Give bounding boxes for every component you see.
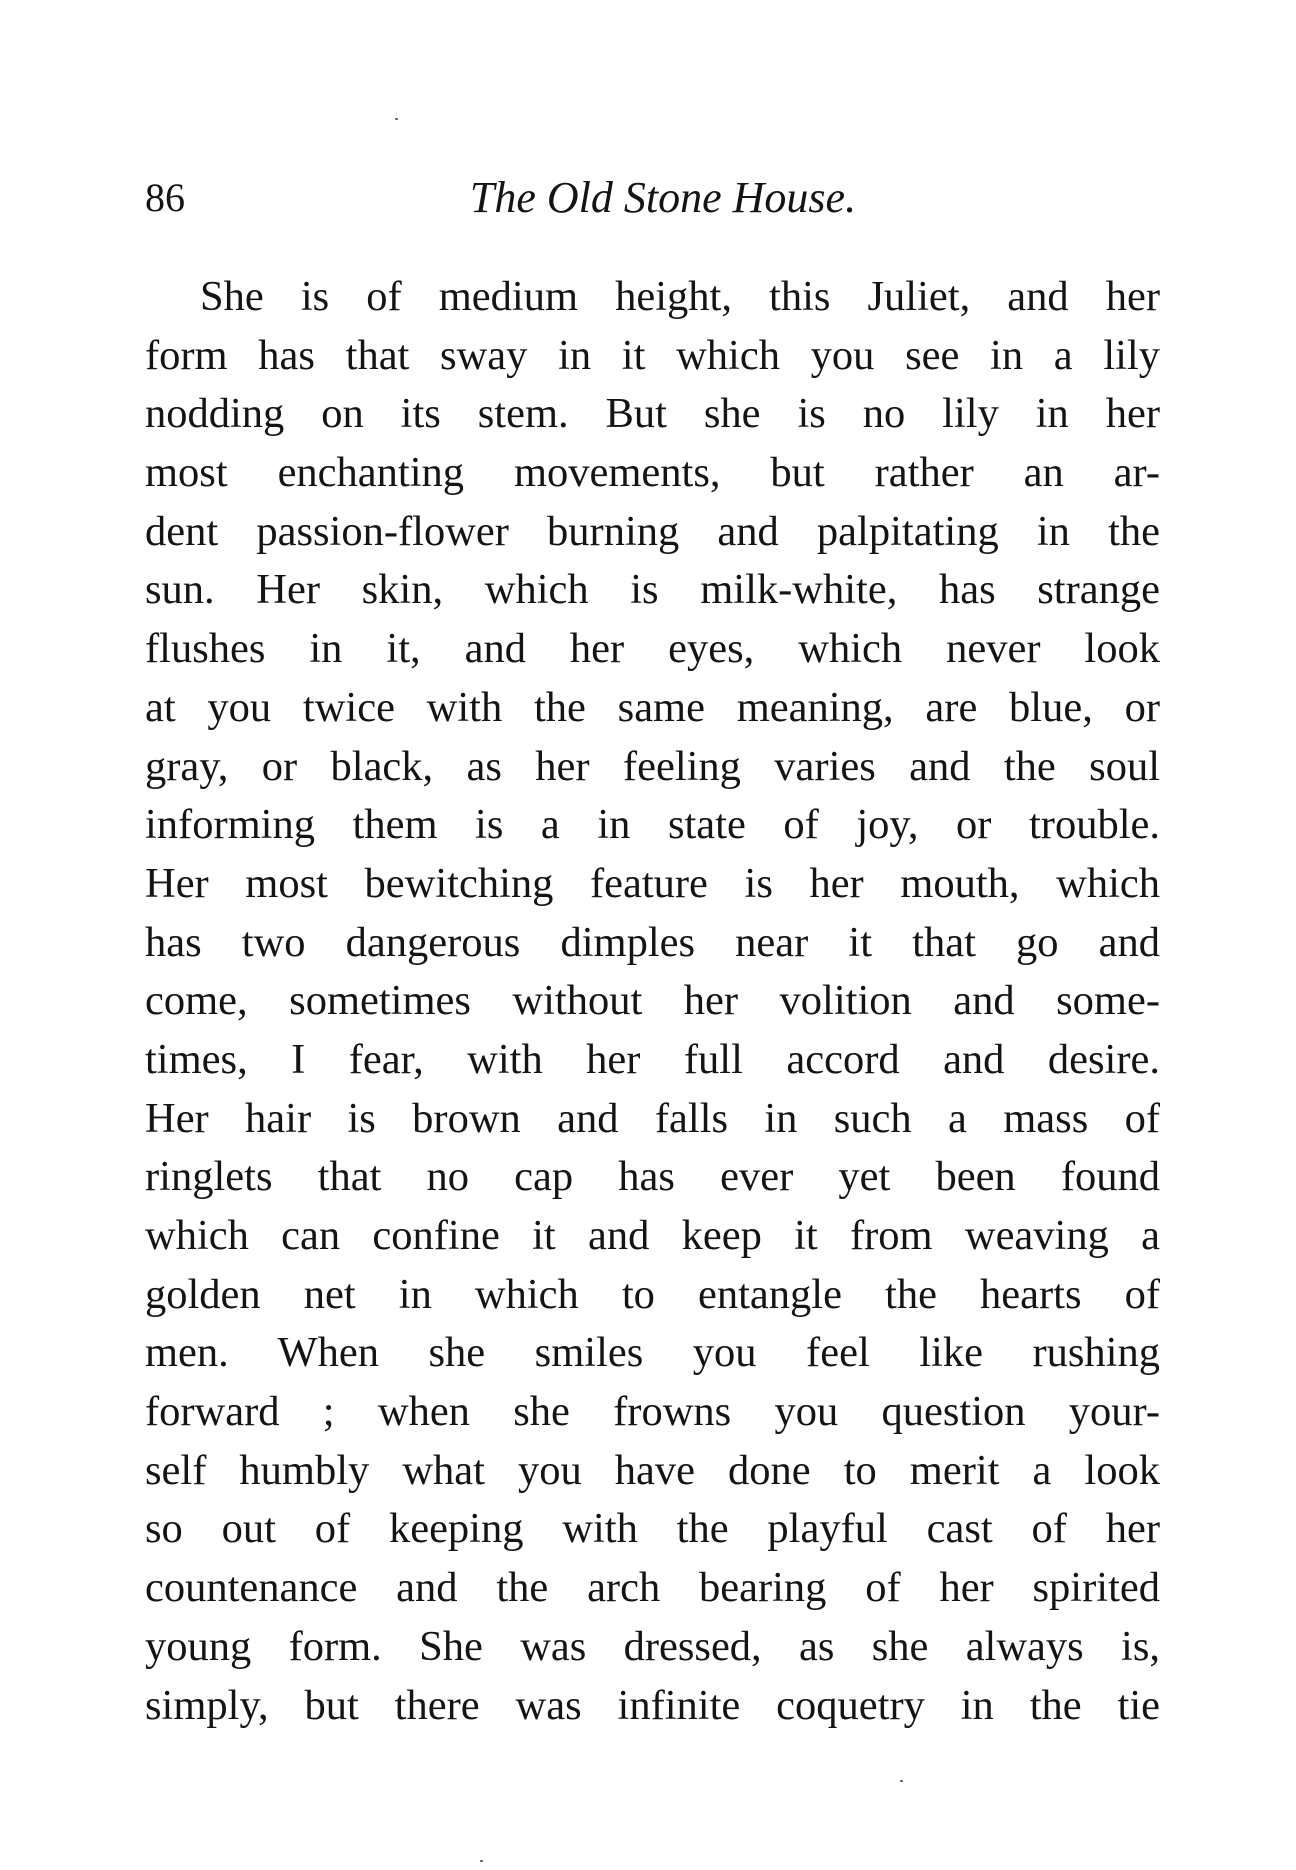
text-line: nodding on its stem. But she is no lily in her xyxy=(145,390,1160,438)
text-line: golden net in which to entangle the hearts of xyxy=(145,1270,1160,1318)
running-title: The Old Stone House. xyxy=(469,173,857,222)
running-head xyxy=(145,168,1157,228)
text-line: which can confine it and keep it from weaving a xyxy=(145,1212,1160,1259)
paper-speck xyxy=(480,1860,483,1862)
text-line: sun. Her skin, which is milk-white, has strange xyxy=(145,566,1160,614)
text-line: flushes in it, and her eyes, which never look xyxy=(145,625,1160,673)
text-line: countenance and the arch bearing of her spirited xyxy=(145,1564,1160,1612)
text-line: times, I fear, with her full accord and desire. xyxy=(145,1035,1160,1083)
text-line: dent passion-flower burning and palpitating in the xyxy=(145,507,1160,555)
text-line: young form. She was dressed, as she always is, xyxy=(145,1622,1160,1670)
text-line: She is of medium height, this Juliet, and her xyxy=(200,273,1160,320)
text-line: form has that sway in it which you see in a lily xyxy=(145,331,1160,379)
paper-speck xyxy=(900,1780,903,1782)
text-line: men. When she smiles you feel like rushing xyxy=(145,1329,1160,1377)
text-line: so out of keeping with the playful cast of her xyxy=(145,1505,1160,1553)
text-line: simply, but there was infinite coquetry in the tie xyxy=(145,1681,1160,1729)
text-line: Her hair is brown and falls in such a mass of xyxy=(145,1094,1160,1142)
text-line: ringlets that no cap has ever yet been found xyxy=(145,1153,1160,1201)
paper-speck xyxy=(395,118,398,120)
text-line: gray, or black, as her feeling varies and the soul xyxy=(145,742,1160,790)
text-line: at you twice with the same meaning, are blue, or xyxy=(145,683,1160,731)
body-paragraph xyxy=(145,268,1160,1735)
page-number: 86 xyxy=(145,175,185,220)
text-line: come, sometimes without her volition and some- xyxy=(145,977,1160,1025)
text-line: forward ; when she frowns you question your- xyxy=(145,1388,1160,1436)
text-line: Her most bewitching feature is her mouth, which xyxy=(145,859,1160,907)
text-line: has two dangerous dimples near it that go and xyxy=(145,918,1160,966)
text-line: informing them is a in state of joy, or trouble. xyxy=(145,801,1160,849)
text-line: self humbly what you have done to merit a look xyxy=(145,1446,1160,1494)
text-line: most enchanting movements, but rather an ar- xyxy=(145,449,1160,497)
